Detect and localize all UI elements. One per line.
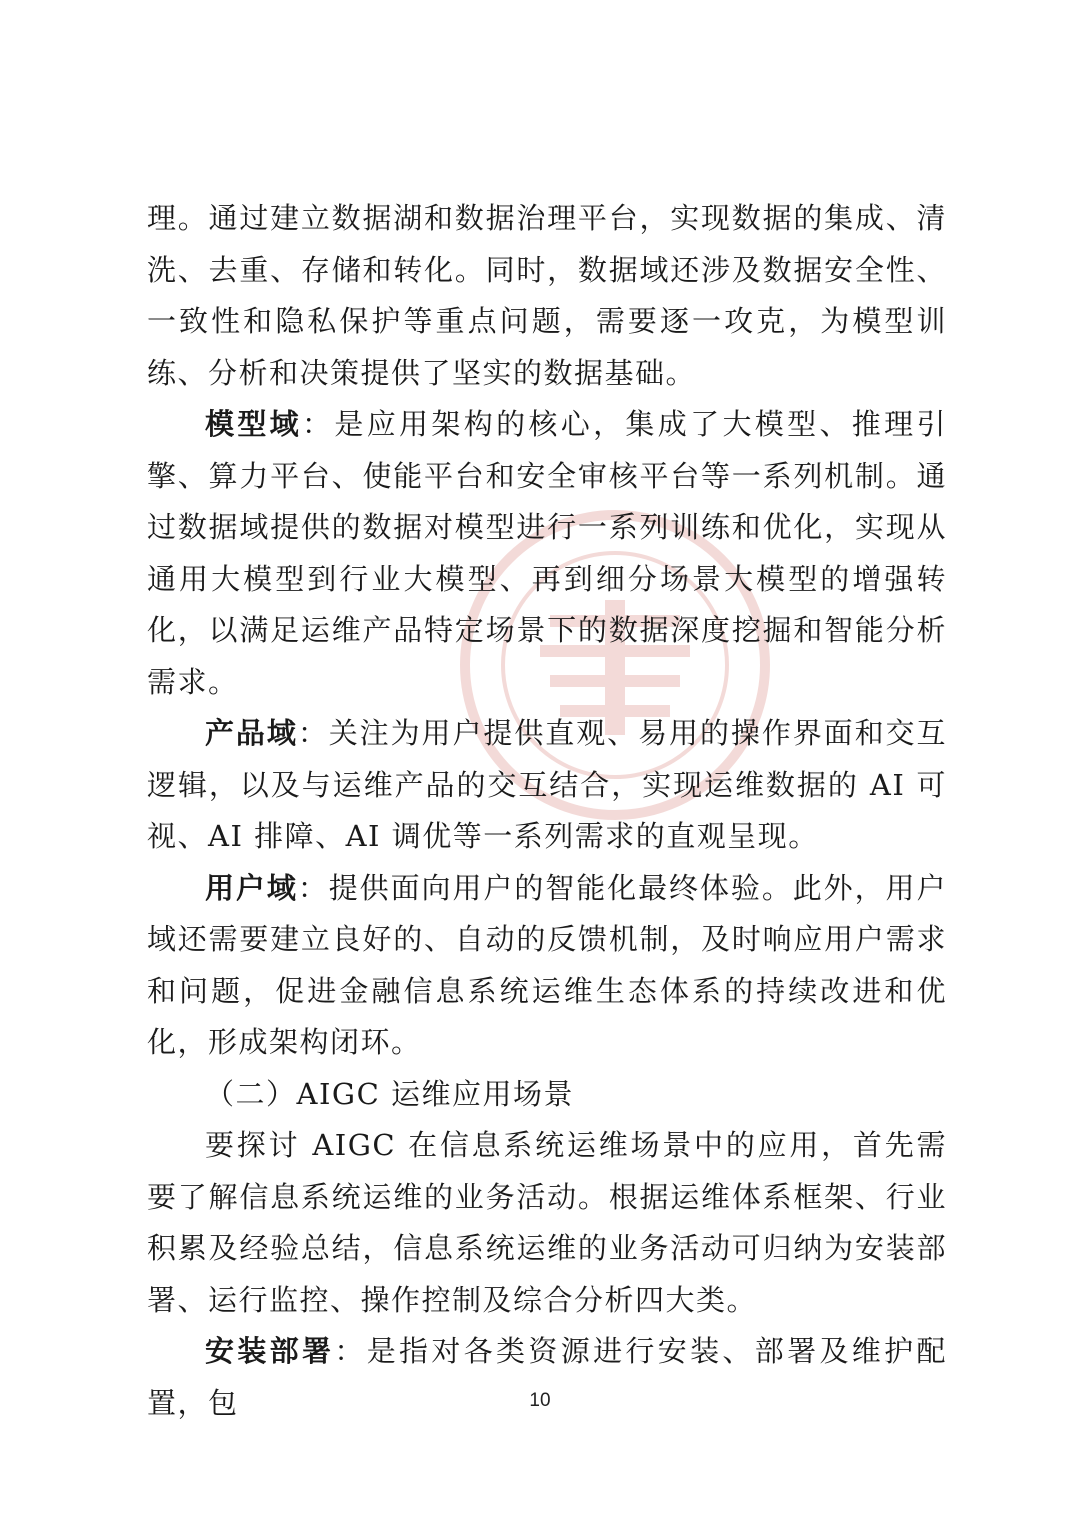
paragraph-product-domain: 产品域：关注为用户提供直观、易用的操作界面和交互逻辑，以及与运维产品的交互结合，实现运维数据的 AI 可视、AI 排障、AI 调优等一系列需求的直观呈现。 [147,716,947,853]
paragraph-continued: 理。通过建立数据湖和数据治理平台，实现数据的集成、清洗、去重、存储和转化。同时，数据域还涉及数据安全性、一致性和隐私保护等重点问题，需要逐一攻克，为模型训练、分析和决策提供了坚实的数据基础。 [147,201,947,390]
term-user-domain: 用户域 [205,870,298,905]
document-body [147,193,947,1429]
paragraph-user-domain: 用户域：提供面向用户的智能化最终体验。此外，用户域还需要建立良好的、自动的反馈机制，及时响应用户需求和问题，促进金融信息系统运维生态体系的持续改进和优化，形成架构闭环。 [147,870,947,1059]
paragraph-model-domain: 模型域：是应用架构的核心，集成了大模型、推理引擎、算力平台、使能平台和安全审核平台等一系列机制。通过数据域提供的数据对模型进行一系列训练和优化，实现从通用大模型到行业大模型、再到细分场景大模型的增强转化，以满足运维产品特定场景下的数据深度挖掘和智能分析需求。 [147,407,947,699]
term-product-domain: 产品域 [205,716,298,750]
paragraph-aigc-intro: 要探讨 AIGC 在信息系统运维场景中的应用，首先需要了解信息系统运维的业务活动。根据运维体系框架、行业积累及经验总结，信息系统运维的业务活动可归纳为安装部署、运行监控、操作控制及综合分析四大类。 [147,1128,947,1317]
section-heading: （二）AIGC 运维应用场景 [205,1076,574,1111]
term-model-domain: 模型域 [205,407,303,441]
page-number: 10 [529,1390,551,1411]
paragraph-install-deploy: 安装部署：是指对各类资源进行安装、部署及维护配置，包 [147,1334,947,1420]
term-install-deploy: 安装部署 [205,1334,335,1368]
